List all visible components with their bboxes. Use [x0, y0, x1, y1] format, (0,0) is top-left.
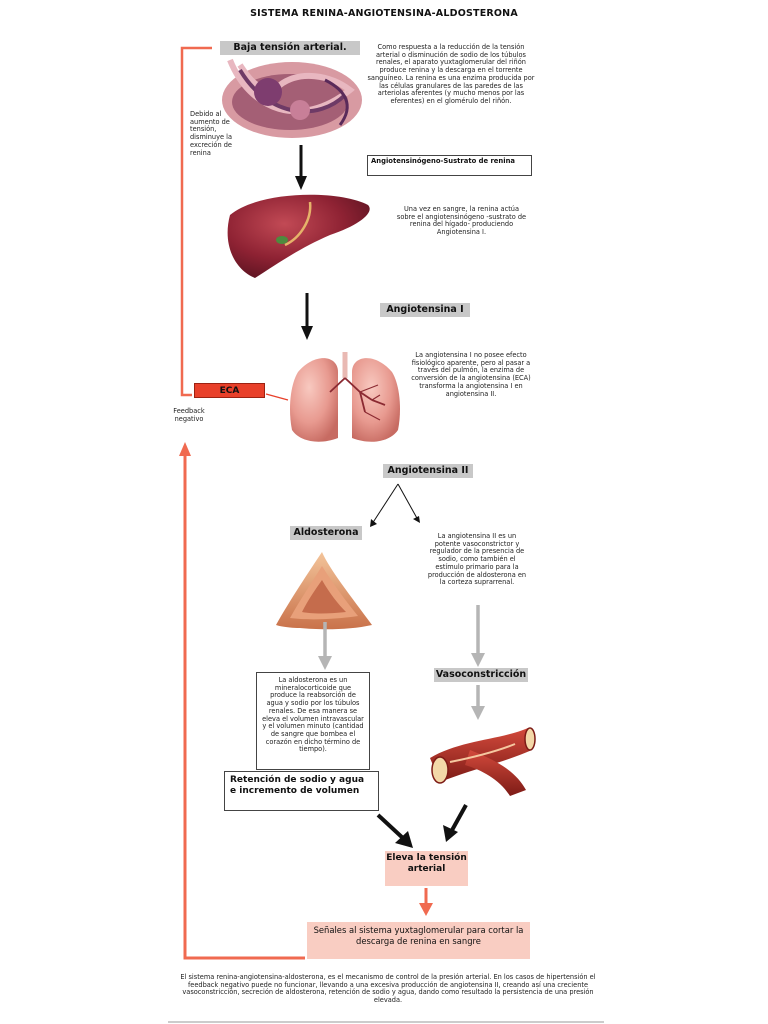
kidney-nephron-illustration [222, 60, 362, 138]
text-higado: Una vez en sangre, la renina actúa sobre el angiotensinógeno -sustrato de renina del hígado- produciendo Angiotensina I. [396, 205, 527, 237]
eca-connection-line [266, 394, 288, 400]
text-footer: El sistema renina-angiotensina-aldosterona, es el mecanismo de control de la presión arterial. En los casos de hipertensión el feedback negativo puede no funcionar, llevando a una excesiva producción de angiotensina II, creando así una creciente vasoconstricción, secreción de aldosterona, retención de sodio y agua, dando como resultado la persistencia de una presión elevada. [180, 973, 596, 1005]
text-pulmon: La angiotensina I no posee efecto fisiológico aparente, pero al pasar a través del pulmón, la enzima de conversión de la angiotensina (ECA) transforma la angiotensina I en angiotensina II. [411, 351, 531, 398]
arrow-kidney-to-liver [295, 145, 307, 190]
arrow-liver-to-lungs [301, 293, 313, 340]
liver-illustration [228, 195, 370, 278]
arrow-to-vasoconstriccion [471, 605, 485, 667]
blood-vessel-illustration [430, 728, 535, 796]
label-retencion: Retención de sodio y agua e incremento de volumen [224, 771, 379, 811]
split-arrows-angiotensina-ii [370, 484, 420, 527]
label-aldosterona: Aldosterona [290, 526, 362, 540]
adrenal-gland-illustration [276, 552, 372, 629]
arrows-to-eleva [378, 805, 466, 848]
label-baja-tension: Baja tensión arterial. [220, 41, 360, 55]
arrow-eleva-to-senales [419, 888, 433, 916]
feedback-loop-line [179, 48, 305, 958]
text-angiotensina-ii: La angiotensina II es un potente vasoconstrictor y regulador de la presencia de sodio, como también el estímulo primario para la producción de aldosterona en la corteza suprarrenal. [427, 532, 527, 587]
label-angiotensinogeno: Angiotensinógeno-Sustrato de renina [367, 155, 532, 176]
label-angiotensina-ii: Angiotensina II [383, 464, 473, 478]
text-debido-aumento: Debido al aumento de tensión, disminuye la excreción de renina [190, 110, 232, 157]
text-aldosterona: La aldosterona es un mineralocorticoide que produce la reabsorción de agua y sodio por los túbulos renales. De esa manera se eleva el volumen intravascular y el volumen minuto (cantidad de sangre que bombea el corazón en dicho término de tiempo). [256, 672, 370, 770]
label-angiotensina-i: Angiotensina I [380, 303, 470, 317]
label-feedback-negativo: Feedback negativo [173, 407, 205, 423]
diagram-title: SISTEMA RENINA-ANGIOTENSINA-ALDOSTERONA [250, 8, 518, 19]
label-eleva-tension: Eleva la tensión arterial [385, 851, 468, 886]
label-eca: ECA [194, 383, 265, 398]
lungs-illustration [290, 352, 400, 442]
label-senales: Señales al sistema yuxtaglomerular para cortar la descarga de renina en sangre [307, 922, 530, 959]
arrow-to-blood-vessel [471, 685, 485, 720]
label-vasoconstriccion: Vasoconstricción [435, 669, 527, 680]
text-renina: Como respuesta a la reducción de la tensión arterial o disminución de sodio de los túbulos renales, el aparato yuxtaglomerular del riñón produce renina y la descarga en el torrente sanguíneo. La renina es una enzima producida por las células granulares de las paredes de las arteriolas aferentes (y mucho menos por las eferentes) en el glomérulo del riñón. [367, 43, 535, 105]
